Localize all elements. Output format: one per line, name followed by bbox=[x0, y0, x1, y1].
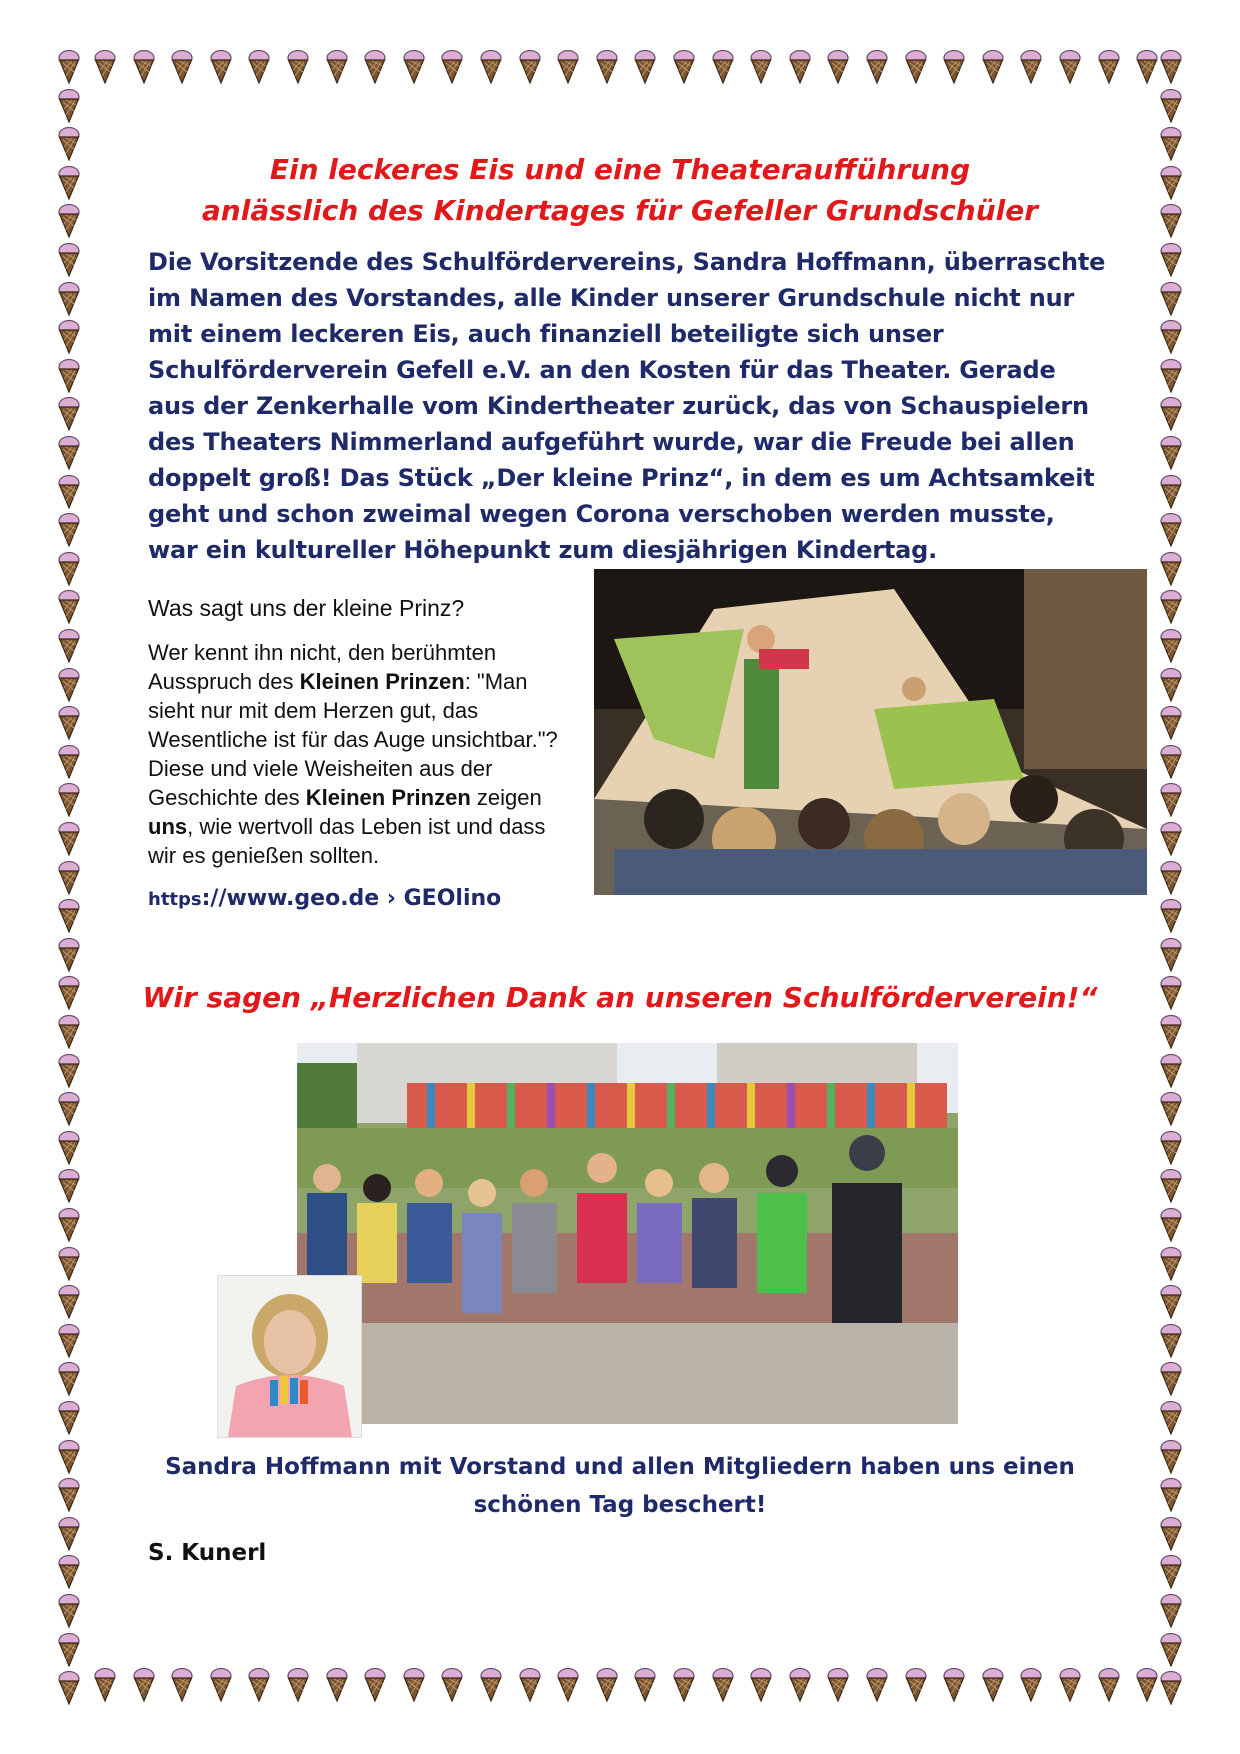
ice-cream-cone-icon bbox=[712, 1668, 734, 1702]
ice-cream-cone-icon bbox=[1160, 1633, 1182, 1667]
ice-cream-cone-icon bbox=[1160, 1362, 1182, 1396]
ice-cream-cone-icon bbox=[58, 1671, 80, 1705]
ice-cream-cone-icon bbox=[326, 1668, 348, 1702]
ice-cream-cone-icon bbox=[1160, 1015, 1182, 1049]
ice-cream-cone-icon bbox=[1160, 590, 1182, 624]
ice-cream-cone-icon bbox=[982, 1668, 1004, 1702]
ice-cream-cone-icon bbox=[1160, 1247, 1182, 1281]
ice-cream-cone-icon bbox=[1160, 552, 1182, 586]
ice-cream-cone-icon bbox=[403, 50, 425, 84]
ice-cream-cone-icon bbox=[58, 822, 80, 856]
ice-cream-cone-icon bbox=[58, 1054, 80, 1088]
ice-cream-cone-icon bbox=[905, 1668, 927, 1702]
ice-cream-cone-icon bbox=[712, 50, 734, 84]
ice-cream-cone-icon bbox=[982, 50, 1004, 84]
ice-cream-cone-icon bbox=[1160, 1555, 1182, 1589]
ice-cream-cone-icon bbox=[58, 436, 80, 470]
ice-cream-cone-icon bbox=[866, 1668, 888, 1702]
ice-cream-cone-icon bbox=[827, 50, 849, 84]
ice-cream-cone-icon bbox=[1160, 1285, 1182, 1319]
ice-cream-cone-icon bbox=[58, 513, 80, 547]
title-line-2: anlässlich des Kindertages für Gefeller Grundschüler bbox=[201, 194, 1039, 227]
ice-cream-cone-icon bbox=[58, 1594, 80, 1628]
ice-cream-cone-icon bbox=[1059, 1668, 1081, 1702]
ice-cream-cone-icon bbox=[557, 50, 579, 84]
ice-cream-cone-icon bbox=[480, 50, 502, 84]
ice-cream-cone-icon bbox=[403, 1668, 425, 1702]
ice-cream-cone-icon bbox=[58, 1208, 80, 1242]
ice-cream-cone-icon bbox=[1160, 822, 1182, 856]
ice-cream-cone-icon bbox=[58, 1517, 80, 1551]
ice-cream-cone-icon bbox=[58, 552, 80, 586]
ice-cream-cone-icon bbox=[58, 359, 80, 393]
ice-cream-cone-icon bbox=[1098, 50, 1120, 84]
ice-cream-cone-icon bbox=[634, 1668, 656, 1702]
ice-cream-cone-icon bbox=[326, 50, 348, 84]
ice-cream-cone-icon bbox=[171, 1668, 193, 1702]
ice-cream-cone-icon bbox=[58, 1247, 80, 1281]
ice-cream-cone-icon bbox=[1160, 783, 1182, 817]
ice-cream-cone-icon bbox=[1160, 282, 1182, 316]
source-link[interactable]: https://www.geo.de › GEOlino bbox=[148, 886, 502, 911]
ice-cream-cone-icon bbox=[58, 629, 80, 663]
ice-cream-cone-icon bbox=[1160, 436, 1182, 470]
ice-cream-cone-icon bbox=[519, 1668, 541, 1702]
ice-cream-cone-icon bbox=[789, 50, 811, 84]
ice-cream-cone-icon bbox=[58, 1324, 80, 1358]
ice-cream-cone-icon bbox=[364, 50, 386, 84]
ice-cream-cone-icon bbox=[750, 1668, 772, 1702]
closing-line-1: Sandra Hoffmann mit Vorstand und allen Mitgliedern haben uns einen bbox=[165, 1454, 1075, 1480]
ice-cream-cone-icon bbox=[441, 50, 463, 84]
ice-cream-cone-icon bbox=[480, 1668, 502, 1702]
group-photo bbox=[297, 1043, 958, 1424]
ice-cream-cone-icon bbox=[1160, 1208, 1182, 1242]
ice-cream-cone-icon bbox=[58, 1401, 80, 1435]
ice-cream-cone-icon bbox=[133, 1668, 155, 1702]
ice-cream-cone-icon bbox=[943, 1668, 965, 1702]
ice-cream-cone-icon bbox=[1160, 1131, 1182, 1165]
ice-cream-cone-icon bbox=[1160, 1324, 1182, 1358]
theater-photo bbox=[594, 569, 1147, 895]
ice-cream-cone-icon bbox=[58, 668, 80, 702]
ice-cream-cone-icon bbox=[1160, 243, 1182, 277]
ice-cream-cone-icon bbox=[210, 50, 232, 84]
ice-cream-cone-icon bbox=[673, 1668, 695, 1702]
author-signature: S. Kunerl bbox=[148, 1540, 267, 1566]
ice-cream-cone-icon bbox=[1160, 706, 1182, 740]
ice-cream-cone-icon bbox=[596, 50, 618, 84]
quote-block bbox=[148, 595, 578, 911]
portrait-photo bbox=[217, 1275, 362, 1438]
ice-cream-cone-icon bbox=[1160, 1054, 1182, 1088]
ice-cream-cone-icon bbox=[1160, 861, 1182, 895]
ice-cream-cone-icon bbox=[1160, 1594, 1182, 1628]
ice-cream-cone-icon bbox=[750, 50, 772, 84]
ice-cream-cone-icon bbox=[58, 1440, 80, 1474]
closing-line-2: schönen Tag beschert! bbox=[473, 1492, 767, 1518]
ice-cream-cone-icon bbox=[1160, 513, 1182, 547]
ice-cream-cone-icon bbox=[287, 50, 309, 84]
ice-cream-cone-icon bbox=[1160, 938, 1182, 972]
ice-cream-cone-icon bbox=[58, 1362, 80, 1396]
ice-cream-cone-icon bbox=[1160, 668, 1182, 702]
ice-cream-cone-icon bbox=[287, 1668, 309, 1702]
ice-cream-cone-icon bbox=[364, 1668, 386, 1702]
ice-cream-cone-icon bbox=[58, 89, 80, 123]
ice-cream-cone-icon bbox=[1160, 89, 1182, 123]
ice-cream-cone-icon bbox=[58, 50, 80, 84]
quote-text: Wer kennt ihn nicht, den berühmten Ausspruch des Kleinen Prinzen: "Man sieht nur mit dem Herzen gut, das Wesentliche ist für das Auge unsichtbar."? Diese und viele Weisheiten aus der Geschichte des Kleinen Prinzen zeigen uns, wie wertvoll das Leben ist und dass wir es genießen sollten. bbox=[148, 640, 558, 868]
ice-cream-cone-icon bbox=[58, 706, 80, 740]
ice-cream-cone-icon bbox=[943, 50, 965, 84]
quote-heading: Was sagt uns der kleine Prinz? bbox=[148, 595, 465, 621]
ice-cream-cone-icon bbox=[248, 50, 270, 84]
ice-cream-cone-icon bbox=[58, 783, 80, 817]
ice-cream-cone-icon bbox=[634, 50, 656, 84]
ice-cream-cone-icon bbox=[1160, 359, 1182, 393]
ice-cream-cone-icon bbox=[58, 1015, 80, 1049]
ice-cream-cone-icon bbox=[1136, 50, 1158, 84]
ice-cream-cone-icon bbox=[58, 1555, 80, 1589]
ice-cream-cone-icon bbox=[596, 1668, 618, 1702]
ice-cream-cone-icon bbox=[1160, 1478, 1182, 1512]
ice-cream-cone-icon bbox=[1059, 50, 1081, 84]
ice-cream-cone-icon bbox=[133, 50, 155, 84]
ice-cream-cone-icon bbox=[58, 475, 80, 509]
thanks-heading: Wir sagen „Herzlichen Dank an unseren Schulförderverein!“ bbox=[142, 981, 1098, 1014]
ice-cream-cone-icon bbox=[1160, 50, 1182, 84]
ice-cream-cone-icon bbox=[827, 1668, 849, 1702]
ice-cream-cone-icon bbox=[1160, 1169, 1182, 1203]
ice-cream-cone-icon bbox=[58, 590, 80, 624]
ice-cream-cone-icon bbox=[58, 938, 80, 972]
ice-cream-cone-icon bbox=[58, 243, 80, 277]
title-line-1: Ein leckeres Eis und eine Theateraufführung bbox=[269, 153, 971, 186]
ice-cream-cone-icon bbox=[789, 1668, 811, 1702]
ice-cream-cone-icon bbox=[519, 50, 541, 84]
closing-text bbox=[150, 1448, 1090, 1524]
ice-cream-cone-icon bbox=[210, 1668, 232, 1702]
ice-cream-cone-icon bbox=[1160, 1440, 1182, 1474]
ice-cream-cone-icon bbox=[58, 1478, 80, 1512]
ice-cream-cone-icon bbox=[1160, 1517, 1182, 1551]
ice-cream-cone-icon bbox=[1160, 320, 1182, 354]
ice-cream-cone-icon bbox=[1020, 1668, 1042, 1702]
ice-cream-cone-icon bbox=[58, 861, 80, 895]
ice-cream-cone-icon bbox=[171, 50, 193, 84]
ice-cream-cone-icon bbox=[1160, 899, 1182, 933]
ice-cream-cone-icon bbox=[58, 320, 80, 354]
ice-cream-cone-icon bbox=[248, 1668, 270, 1702]
ice-cream-cone-icon bbox=[58, 1633, 80, 1667]
ice-cream-cone-icon bbox=[1160, 1092, 1182, 1126]
ice-cream-cone-icon bbox=[866, 50, 888, 84]
ice-cream-cone-icon bbox=[1098, 1668, 1120, 1702]
ice-cream-cone-icon bbox=[1160, 1671, 1182, 1705]
ice-cream-cone-icon bbox=[441, 1668, 463, 1702]
ice-cream-cone-icon bbox=[1160, 397, 1182, 431]
ice-cream-cone-icon bbox=[58, 899, 80, 933]
ice-cream-cone-icon bbox=[58, 1092, 80, 1126]
ice-cream-cone-icon bbox=[1160, 475, 1182, 509]
intro-paragraph: Die Vorsitzende des Schulfördervereins, Sandra Hoffmann, überraschte im Namen des Vorstandes, alle Kinder unserer Grundschule nicht nur mit einem leckeren Eis, auch finanziell beteiligte sich unser Schulförderverein Gefell e.V. an den Kosten für das Theater. Gerade aus der Zenkerhalle vom Kindertheater zurück, das von Schauspielern des Theaters Nimmerland aufgeführt wurde, war die Freude bei allen doppelt groß! Das Stück „Der kleine Prinz“, in dem es um Achtsamkeit geht und schon zweimal wegen Corona verschoben werden musste, war ein kultureller Höhepunkt zum diesjährigen Kindertag. bbox=[148, 248, 1106, 564]
ice-cream-cone-icon bbox=[905, 50, 927, 84]
ice-cream-cone-icon bbox=[58, 397, 80, 431]
ice-cream-cone-icon bbox=[557, 1668, 579, 1702]
ice-cream-cone-icon bbox=[94, 1668, 116, 1702]
ice-cream-cone-icon bbox=[58, 1169, 80, 1203]
ice-cream-cone-icon bbox=[58, 1285, 80, 1319]
ice-cream-cone-icon bbox=[58, 1131, 80, 1165]
ice-cream-cone-icon bbox=[94, 50, 116, 84]
ice-cream-cone-icon bbox=[1160, 629, 1182, 663]
ice-cream-cone-icon bbox=[1136, 1668, 1158, 1702]
ice-cream-cone-icon bbox=[58, 745, 80, 779]
ice-cream-cone-icon bbox=[673, 50, 695, 84]
ice-cream-cone-icon bbox=[1160, 745, 1182, 779]
ice-cream-cone-icon bbox=[1160, 1401, 1182, 1435]
ice-cream-cone-icon bbox=[1020, 50, 1042, 84]
ice-cream-cone-icon bbox=[58, 282, 80, 316]
